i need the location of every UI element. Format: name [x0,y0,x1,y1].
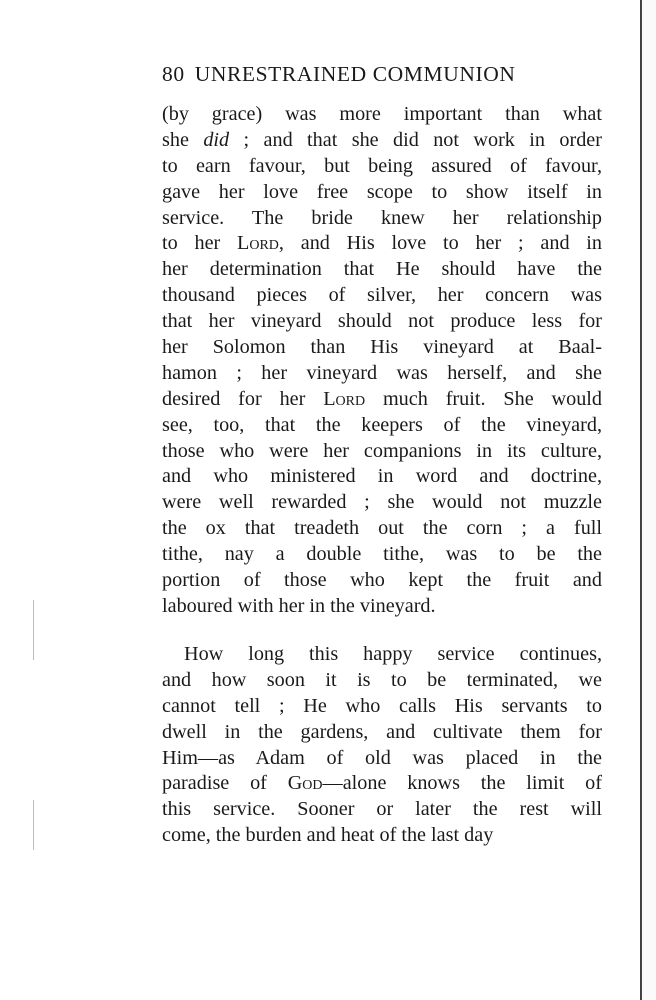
small-caps-word: Lord [237,232,279,255]
text-line: hamon ; her vineyard was herself, and she [162,361,602,384]
scan-mark [33,600,34,660]
running-head [162,62,602,87]
text-line: portion of those who kept the fruit and [162,569,602,592]
text-line: this service. Sooner or later the rest will [162,798,602,821]
text-line: (by grace) was more important than what [162,103,602,125]
text-line: to earn favour, but being assured of favour, [162,154,602,177]
text-line: she did ; and that she did not work in order [162,128,602,151]
text-line: that her vineyard should not produce less for [162,310,602,333]
paragraph-1 [162,102,602,620]
text-line: gave her love free scope to show itself in [162,180,602,203]
text-line: laboured with her in the vineyard. [162,594,436,617]
text-line: were well rewarded ; she would not muzzle [162,491,602,514]
text-line: her determination that He should have the [162,258,602,281]
text-line: come, the burden and heat of the last day [162,824,494,847]
text-line: desired for her Lord much fruit. She would [162,387,602,410]
page-number: 80 [162,62,185,86]
text-line: and who ministered in word and doctrine, [162,465,602,488]
paragraph-2 [162,642,602,849]
text-line: thousand pieces of silver, her concern was [162,284,602,307]
text-line: those who were her companions in its culture, [162,439,602,462]
text-line: to her Lord, and His love to her ; and in [162,232,603,255]
page-edge-line [640,0,642,1000]
text-line: Him—as Adam of old was placed in the [162,746,602,769]
text-line: tithe, nay a double tithe, was to be the [162,543,602,566]
text-line: cannot tell ; He who calls His servants to [162,694,602,717]
scan-mark [33,800,34,850]
text-line: service. The bride knew her relationship [162,206,602,229]
text-line: paradise of God—alone knows the limit of [162,772,602,795]
text-line: and how soon it is to be terminated, we [162,668,602,691]
small-caps-word: God [287,772,323,795]
text-line: How long this happy service continues, [184,643,602,665]
text-line: the ox that treadeth out the corn ; a full [162,517,602,540]
text-line: her Solomon than His vineyard at Baal- [162,336,602,359]
text-line: see, too, that the keepers of the vineyard, [162,413,602,436]
text-line: dwell in the gardens, and cultivate them for [162,720,602,743]
italic-word: did [203,128,230,151]
running-title: UNRESTRAINED COMMUNION [194,62,516,86]
small-caps-word: Lord [323,387,366,410]
page-gutter [642,0,656,1000]
